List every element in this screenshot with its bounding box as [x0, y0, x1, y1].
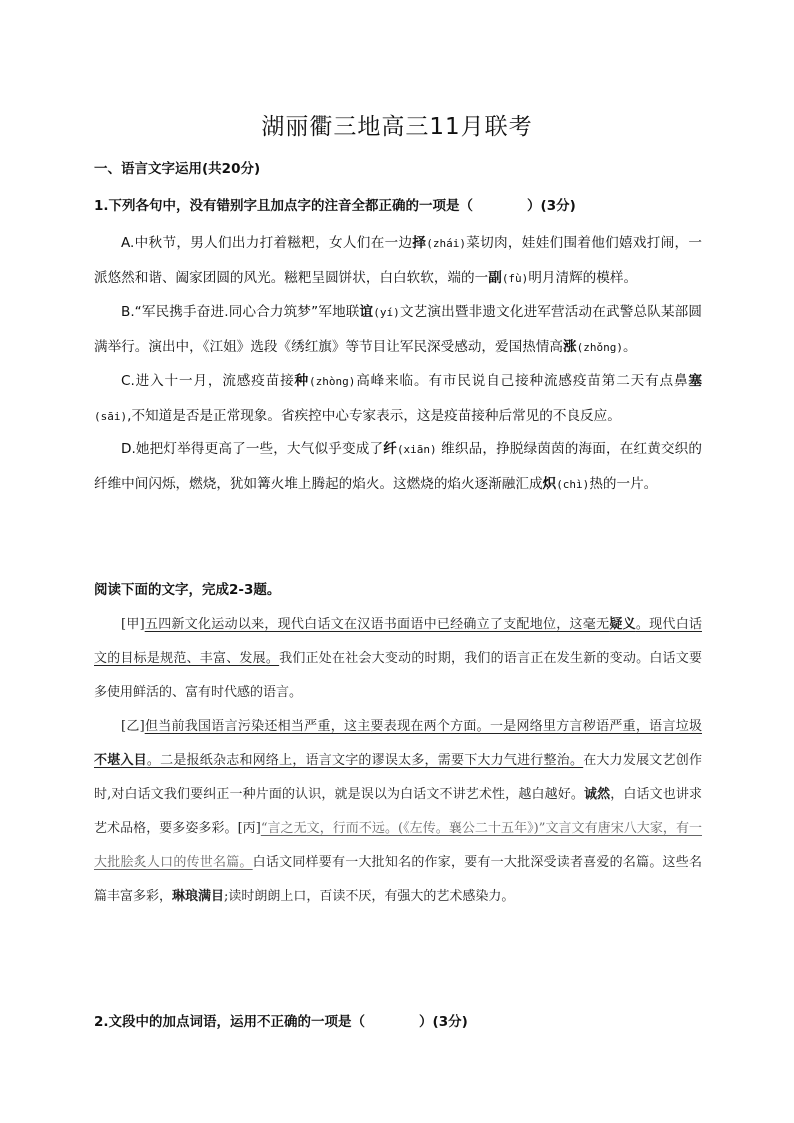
dotted-word: 疑义 [609, 617, 636, 632]
option-a-key: 副 [488, 270, 502, 286]
option-a-pinyin: (fù) [501, 272, 529, 285]
question-1-stem [94, 194, 576, 214]
passage-text: 我们正处在社会大变动的时期，我们的语言正在发生新的变动。白话文要多使用鲜活的、富有时代感的语言。 [94, 651, 702, 700]
underlined-quote: “言之无文，行而不远。(《左传。襄公二十五年》)”文言文有唐宋八大家，有一大批脍炙人口的传世名篇。 [94, 821, 702, 870]
option-b [94, 295, 702, 365]
option-a-text: 明月清辉的模样。 [528, 270, 638, 286]
option-c-pinyin: (zhòng) [309, 375, 356, 388]
underlined-text: 五四新文化运动以来，现代白话文在汉语书面语中已经确立了支配地位，这毫无 [144, 617, 610, 632]
reading-heading: 阅读下面的文字，完成2-3题。 [94, 582, 281, 598]
page-title: 湖丽衢三地高三11月联考 [261, 114, 533, 140]
passage-text: 白话文同样要有一大批知名的作家，要有一大批深受读者喜爱的名篇。这些名篇丰富多彩， [94, 855, 702, 904]
option-a-text: A.中秋节，男人们出力打着糍粑，女人们在一边 [121, 235, 413, 251]
option-a-key: 择 [412, 235, 427, 251]
dotted-word: 不堪入目 [94, 753, 147, 768]
option-d [94, 432, 702, 502]
underlined-text: 。现代白话文的目标是规范、丰富、发展。 [94, 617, 702, 666]
option-d-pinyin: (xiān) [396, 443, 437, 456]
option-c-text: 高峰来临。有市民说自己接种流感疫苗第二天有点鼻 [355, 373, 689, 389]
dotted-word: 诚然 [583, 787, 611, 802]
option-b-text: 。 [622, 339, 637, 355]
option-d-key: 炽 [542, 476, 557, 492]
passage-tag: [丙] [237, 821, 261, 836]
passage-tag: [乙] [121, 719, 145, 734]
option-c-key: 塞 [688, 373, 703, 389]
option-b-key: 谊 [359, 304, 374, 320]
option-b-pinyin: (yí) [373, 306, 400, 319]
passage-tag: [甲] [121, 617, 145, 632]
option-a-pinyin: (zhái) [426, 237, 466, 250]
option-a [94, 226, 702, 296]
option-b-key: 涨 [562, 339, 577, 355]
underlined-text: 。二是报纸杂志和网络上，语言文字的谬误太多，需要下大力气进行整治。 [146, 753, 584, 768]
q2-stem-text: 2.文段中的加点词语，运用不正确的一项是（ [94, 1014, 366, 1030]
passage-paragraph-2 [94, 710, 702, 914]
passage-text: ;读时朗朗上口，百读不厌，有强大的艺术感染力。 [224, 889, 515, 904]
option-d-pinyin: (chì) [556, 478, 590, 491]
section-heading: 一、语言文字运用(共20分) [94, 161, 261, 177]
option-a-text: 菜切肉，娃娃们围着他们嬉戏打闹，一派悠然和谐、阖家团圆的风光。糍粑呈圆饼状，白白软软，端的一 [94, 235, 703, 286]
passage-text: ，白话文也讲求艺术品格，要多姿多彩。 [94, 787, 702, 836]
dotted-word: 琳琅满目 [172, 889, 225, 904]
passage-paragraph-1 [94, 608, 702, 710]
option-c-pinyin: (sāi) [94, 410, 128, 423]
q1-stem-score: ）(3分) [527, 198, 576, 214]
option-c-text: ,不知道是否是正常现象。省疾控中心专家表示，这是疫苗接种后常见的不良反应。 [127, 408, 621, 424]
option-b-pinyin: (zhǒng) [576, 341, 623, 354]
q2-stem-score: ）(3分) [419, 1014, 468, 1030]
option-b-text: B.“军民携手奋进.同心合力筑梦”军地联 [121, 304, 360, 320]
passage-text: 在大力发展文艺创作时,对白话文我们要纠正一种片面的认识，就是误以为白话文不讲艺术性，越白越好。 [94, 753, 702, 802]
option-d-text: 维织品，挣脱绿茵茵的海面，在红黄交织的纤维中间闪烁，燃烧，犹如篝火堆上腾起的焰火。这燃烧的焰火逐渐融汇成 [94, 441, 702, 492]
option-d-text: D.她把灯举得更高了一些，大气似乎变成了 [121, 441, 384, 457]
option-c-text: C.进入十一月，流感疫苗接 [121, 373, 295, 389]
option-b-text: 文艺演出暨非遗文化进军营活动在武警总队某部圆满举行。演出中，《江姐》选段《绣红旗》等节目让军民深受感动，爱国热情高 [94, 304, 703, 355]
underlined-text: 但当前我国语言污染还相当严重，这主要表现在两个方面。一是网络里方言秽语严重，语言垃圾 [144, 719, 702, 734]
option-d-key: 纤 [383, 441, 397, 457]
option-c-key: 种 [294, 373, 309, 389]
question-2-stem [94, 1010, 468, 1030]
q1-stem-text: 1.下列各句中，没有错别字且加点字的注音全都正确的一项是（ [94, 198, 474, 214]
option-c [94, 364, 702, 434]
option-d-text: 热的一片。 [589, 476, 658, 492]
